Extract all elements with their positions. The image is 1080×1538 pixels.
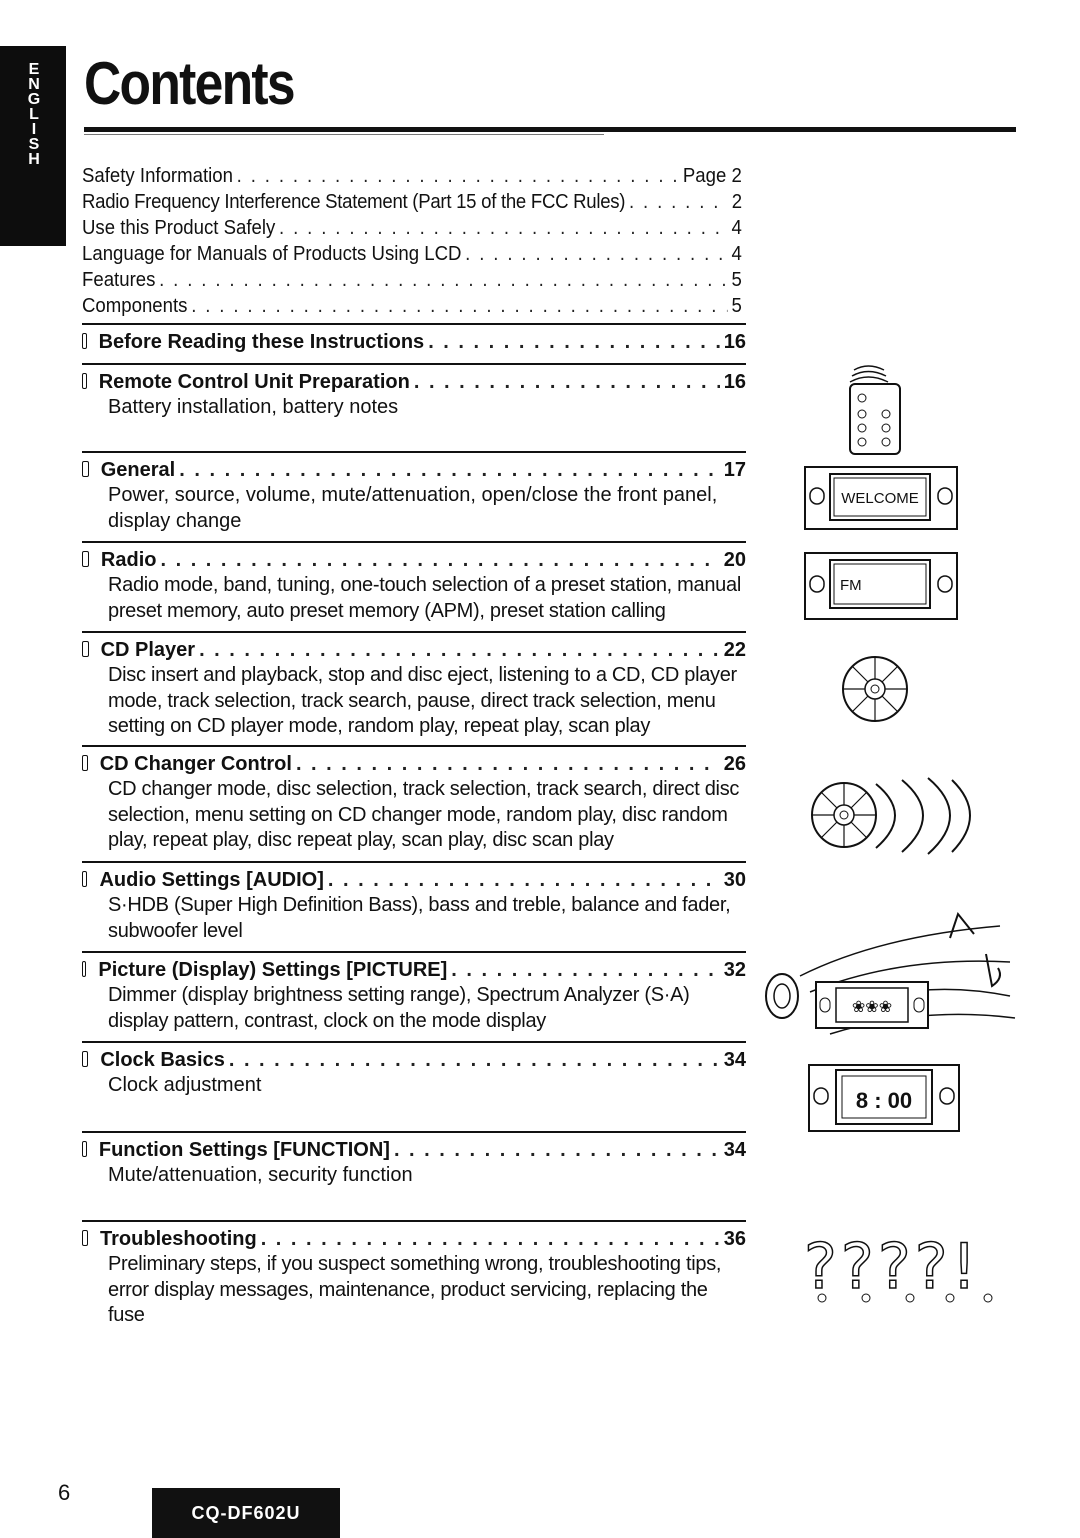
section-page: 36 <box>723 1228 746 1250</box>
question-marks: ????! <box>804 1230 981 1303</box>
toc-section[interactable] <box>82 363 746 421</box>
toc-section[interactable] <box>82 631 746 740</box>
toc-section[interactable] <box>82 1041 746 1099</box>
entry-label: Use this Product Safely <box>82 217 276 239</box>
section-description: Power, source, volume, mute/attenuation, open/close the front panel, display change <box>108 484 718 532</box>
section-description: Mute/attenuation, security function <box>108 1164 413 1186</box>
toc-entry[interactable] <box>82 241 742 267</box>
toc-section[interactable] <box>82 745 746 854</box>
section-description: Disc insert and playback, stop and disc eject, listening to a CD, CD player mode, track selection, track search, pause, direct track selection, menu setting on CD player mode, random play, repeat play, scan play <box>108 664 737 737</box>
section-title: CD Changer Control <box>99 753 292 775</box>
section-title: Clock Basics <box>100 1049 225 1071</box>
checkbox-icon <box>82 373 87 389</box>
section-title: Radio <box>100 549 157 571</box>
section-page: 26 <box>723 753 746 775</box>
section-page: 22 <box>723 639 746 661</box>
title-rule-thin <box>84 134 604 135</box>
section-page: 34 <box>723 1139 746 1161</box>
toc-entry[interactable] <box>82 189 742 215</box>
entry-page: Page 2 <box>682 165 742 187</box>
section-title: General <box>100 459 176 481</box>
section-description: CD changer mode, disc selection, track selection, track search, direct disc selection, menu setting on CD changer mode, random play, disc random play, repeat play, disc repeat play, scan play, disc scan play <box>108 778 740 851</box>
troubleshooting-icon <box>800 1222 1010 1310</box>
clock-display-text: 8 : 00 <box>855 1088 913 1113</box>
welcome-display-text: WELCOME <box>841 490 919 507</box>
checkbox-icon <box>82 333 87 349</box>
section-title: Before Reading these Instructions <box>98 331 425 353</box>
entry-label: Features <box>82 269 156 291</box>
svg-text:❀❀❀: ❀❀❀ <box>851 997 893 1016</box>
language-tab <box>0 46 66 246</box>
checkbox-icon <box>82 755 88 771</box>
toc-entry[interactable] <box>82 163 742 189</box>
toc-entry[interactable] <box>82 293 742 319</box>
section-description: Clock adjustment <box>108 1074 262 1096</box>
cd-disc-icon <box>840 654 910 724</box>
toc-entry[interactable] <box>82 267 742 293</box>
section-page: 32 <box>723 959 746 981</box>
section-description: Dimmer (display brightness setting range), Spectrum Analyzer (S·A) display pattern, contrast, clock on the mode display <box>108 984 690 1032</box>
entry-page: 2 <box>731 191 742 213</box>
section-title: Function Settings [FUNCTION] <box>98 1139 390 1161</box>
section-title: Troubleshooting <box>100 1228 257 1250</box>
model-badge: CQ-DF602U <box>152 1488 340 1538</box>
section-page: 16 <box>723 371 746 393</box>
section-title: Audio Settings [AUDIO] <box>99 869 324 891</box>
clock-display-icon <box>808 1064 960 1132</box>
entry-page: 5 <box>731 269 742 291</box>
cd-changer-icon <box>806 774 986 856</box>
entry-label: Safety Information <box>82 165 233 187</box>
fm-display-text: FM <box>840 577 862 594</box>
entry-page: 5 <box>731 295 742 317</box>
entry-label: Language for Manuals of Products Using LCD <box>82 243 462 265</box>
section-page: 30 <box>723 869 746 891</box>
section-page: 17 <box>723 459 746 481</box>
fm-display-icon <box>804 552 958 620</box>
toc-section[interactable] <box>82 541 746 624</box>
title-rule <box>84 127 1016 132</box>
section-description: Radio mode, band, tuning, one-touch selection of a preset station, manual preset memory, auto preset memory (APM), preset station calling <box>108 574 741 622</box>
checkbox-icon <box>82 461 89 477</box>
checkbox-icon <box>82 1230 88 1246</box>
checkbox-icon <box>82 551 89 567</box>
section-page: 20 <box>723 549 746 571</box>
toc-section[interactable] <box>82 1131 746 1189</box>
toc-section[interactable] <box>82 451 746 534</box>
toc-section[interactable] <box>82 951 746 1034</box>
section-page: 16 <box>723 331 746 353</box>
lang-letter: I <box>31 121 37 138</box>
section-title: Picture (Display) Settings [PICTURE] <box>98 959 448 981</box>
lang-letter: E <box>28 61 40 78</box>
checkbox-icon <box>82 961 86 977</box>
toc-section[interactable] <box>82 323 746 355</box>
section-title: Remote Control Unit Preparation <box>98 371 410 393</box>
entry-page: 4 <box>731 243 742 265</box>
lang-letter: L <box>29 106 39 123</box>
remote-control-icon <box>840 362 910 458</box>
section-description: S·HDB (Super High Definition Bass), bass and treble, balance and fader, subwoofer level <box>108 894 731 942</box>
audio-picture-settings-icon <box>760 906 1020 1044</box>
lang-letter: N <box>28 76 40 93</box>
toc-section[interactable] <box>82 1220 746 1329</box>
entry-label: Radio Frequency Interference Statement (Part 15 of the FCC Rules) <box>82 191 626 213</box>
lang-letter: G <box>27 91 41 108</box>
checkbox-icon <box>82 1141 87 1157</box>
lang-letter: H <box>28 151 40 168</box>
intro-toc <box>82 163 742 319</box>
entry-label: Components <box>82 295 188 317</box>
page-title: Contents <box>84 50 294 117</box>
entry-page: 4 <box>731 217 742 239</box>
checkbox-icon <box>82 1051 88 1067</box>
section-title: CD Player <box>100 639 196 661</box>
section-description: Battery installation, battery notes <box>108 396 399 418</box>
section-description: Preliminary steps, if you suspect something wrong, troubleshooting tips, error display messages, maintenance, product servicing, replacing the fuse <box>108 1253 722 1326</box>
lang-letter: S <box>28 136 40 153</box>
checkbox-icon <box>82 871 87 887</box>
toc-section[interactable] <box>82 861 746 944</box>
welcome-display-icon <box>804 466 958 530</box>
page-number: 6 <box>58 1480 71 1505</box>
toc-entry[interactable] <box>82 215 742 241</box>
checkbox-icon <box>82 641 89 657</box>
section-page: 34 <box>723 1049 746 1071</box>
